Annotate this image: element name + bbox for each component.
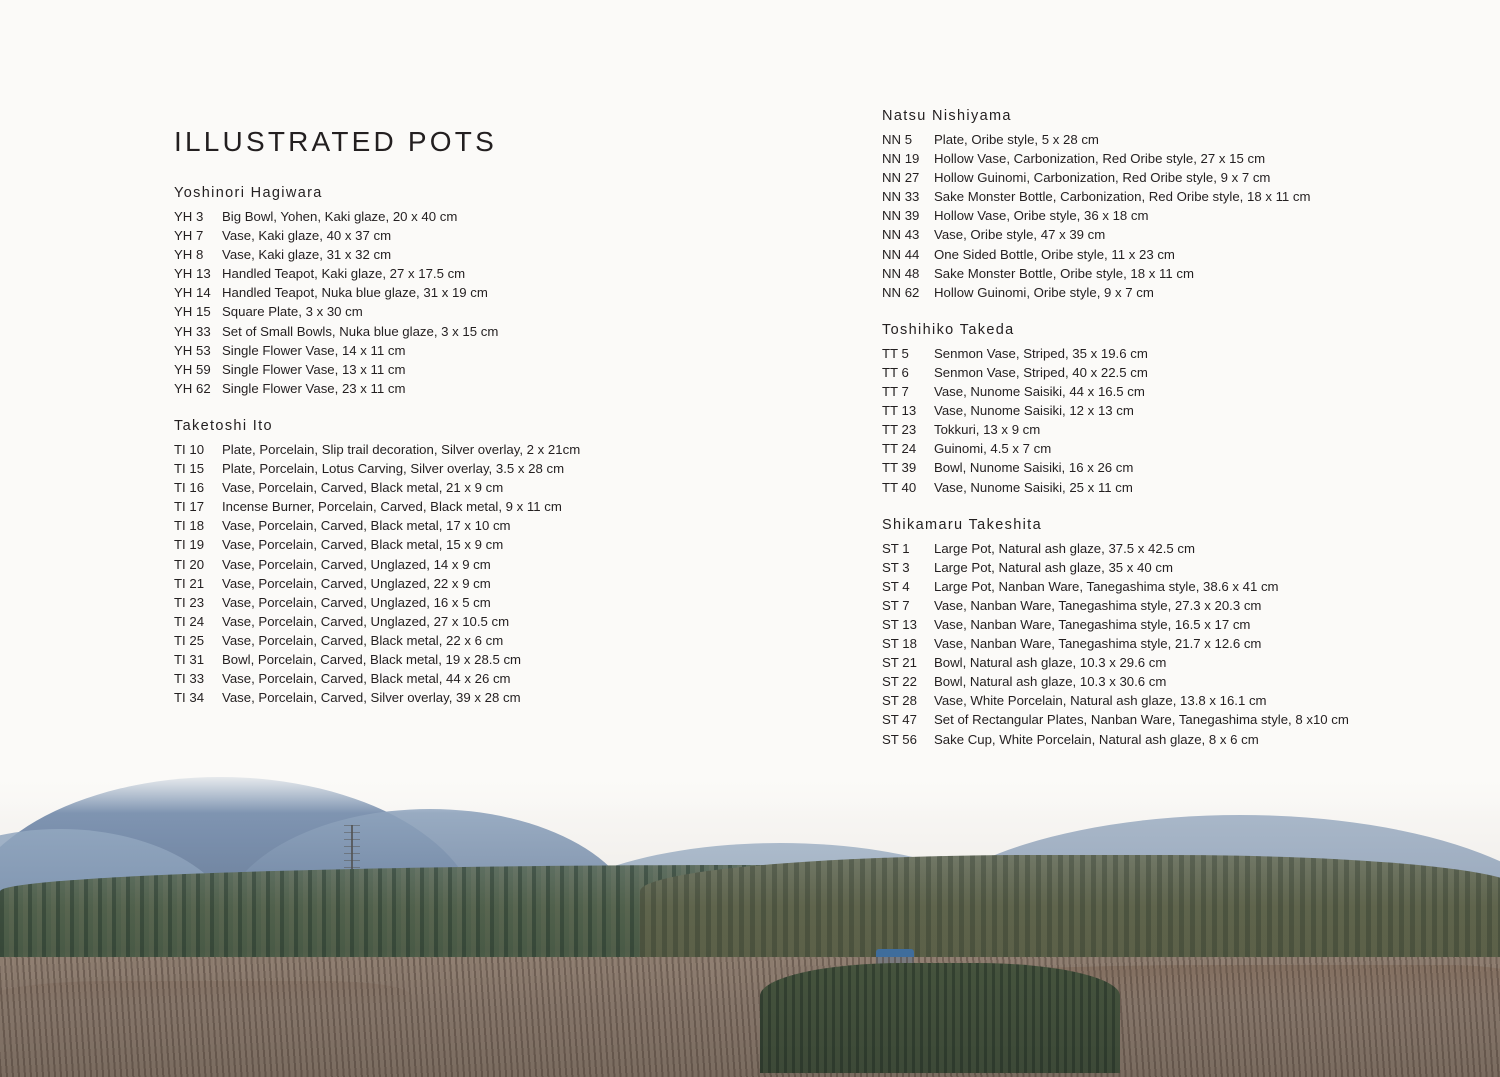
- pot-code: ST 4: [882, 578, 910, 594]
- pot-entry: [174, 593, 814, 612]
- pot-entry: [882, 363, 1482, 382]
- pot-entry: [882, 130, 1482, 149]
- pot-code: YH 59: [174, 361, 211, 377]
- pot-entry: [174, 322, 814, 341]
- pot-code: NN 44: [882, 246, 920, 262]
- pot-entry: [882, 458, 1482, 477]
- pot-code: YH 62: [174, 380, 211, 396]
- artist-group: [174, 185, 814, 398]
- pot-code: TT 6: [882, 364, 909, 380]
- pot-entry: [174, 631, 814, 650]
- pot-code: NN 33: [882, 189, 920, 205]
- pot-code: NN 39: [882, 208, 920, 224]
- pot-code: TI 21: [174, 575, 205, 591]
- pot-description: Vase, Porcelain, Carved, Black metal, 21 x 9 cm: [222, 480, 504, 496]
- pot-entry: [174, 245, 814, 264]
- pot-code: TI 17: [174, 499, 205, 515]
- pot-code: ST 3: [882, 559, 910, 575]
- pot-entry: [174, 302, 814, 321]
- pot-description: Hollow Guinomi, Carbonization, Red Oribe style, 9 x 7 cm: [934, 170, 1271, 186]
- pot-code: TI 33: [174, 671, 205, 687]
- pot-entry: [174, 226, 814, 245]
- pot-code: TI 19: [174, 537, 205, 553]
- pot-description: Vase, Porcelain, Carved, Black metal, 17 x 10 cm: [222, 518, 511, 534]
- pot-entry: [882, 187, 1482, 206]
- pot-entry: [882, 149, 1482, 168]
- pot-description: Hollow Vase, Oribe style, 36 x 18 cm: [934, 208, 1149, 224]
- pot-code: ST 7: [882, 597, 910, 613]
- artist-group: [882, 322, 1482, 497]
- artist-name: Taketoshi Ito: [174, 417, 273, 434]
- artist-name: Yoshinori Hagiwara: [174, 185, 323, 201]
- pot-entry: [174, 207, 814, 226]
- pot-entry: [882, 206, 1482, 225]
- pot-entry: [882, 420, 1482, 439]
- pot-code: ST 13: [882, 616, 917, 632]
- pot-description: Plate, Porcelain, Lotus Carving, Silver overlay, 3.5 x 28 cm: [222, 461, 565, 477]
- pot-description: Vase, Porcelain, Carved, Unglazed, 16 x 5 cm: [222, 594, 491, 610]
- pot-entry: [882, 577, 1482, 596]
- pot-code: ST 56: [882, 731, 917, 747]
- left-column: [174, 185, 814, 727]
- pot-code: YH 13: [174, 266, 211, 282]
- pot-entry: [882, 558, 1482, 577]
- pot-description: Vase, Porcelain, Carved, Black metal, 22 x 6 cm: [222, 632, 504, 648]
- pot-description: Large Pot, Natural ash glaze, 35 x 40 cm: [934, 559, 1173, 575]
- pot-description: Single Flower Vase, 13 x 11 cm: [222, 361, 406, 377]
- pot-code: ST 28: [882, 693, 917, 709]
- pot-code: TI 20: [174, 556, 205, 572]
- pot-code: NN 62: [882, 284, 920, 300]
- pot-code: TI 34: [174, 690, 205, 706]
- artist-name: Toshihiko Takeda: [882, 321, 1015, 338]
- pot-code: TI 24: [174, 613, 205, 629]
- pot-description: Big Bowl, Yohen, Kaki glaze, 20 x 40 cm: [222, 209, 458, 224]
- pot-code: ST 21: [882, 655, 917, 671]
- pot-code: NN 43: [882, 227, 920, 243]
- pot-code: NN 48: [882, 265, 920, 281]
- pot-code: ST 22: [882, 674, 917, 690]
- pot-code: TT 24: [882, 441, 917, 457]
- pot-code: TT 7: [882, 384, 909, 400]
- pot-description: Bowl, Natural ash glaze, 10.3 x 29.6 cm: [934, 655, 1167, 671]
- pot-code: TI 31: [174, 651, 205, 667]
- pot-description: Single Flower Vase, 23 x 11 cm: [222, 380, 406, 396]
- pot-entry: [882, 225, 1482, 244]
- pot-description: Bowl, Nunome Saisiki, 16 x 26 cm: [934, 460, 1134, 476]
- pot-entry: [882, 672, 1482, 691]
- pot-entry: [174, 555, 814, 574]
- pot-description: Vase, Porcelain, Carved, Unglazed, 22 x 9 cm: [222, 575, 491, 591]
- pot-description: Plate, Oribe style, 5 x 28 cm: [934, 132, 1099, 147]
- pot-entry: [882, 264, 1482, 283]
- pot-entry: [882, 634, 1482, 653]
- pot-code: TT 40: [882, 479, 917, 495]
- artist-name: Shikamaru Takeshita: [882, 516, 1042, 533]
- pot-code: TI 25: [174, 632, 205, 648]
- pot-entry: [174, 440, 814, 459]
- pot-description: Sake Cup, White Porcelain, Natural ash glaze, 8 x 6 cm: [934, 731, 1259, 747]
- pot-code: TI 10: [174, 441, 205, 457]
- pot-entry: [174, 283, 814, 302]
- pot-code: ST 1: [882, 540, 910, 556]
- pot-code: ST 47: [882, 712, 917, 728]
- pot-description: Guinomi, 4.5 x 7 cm: [934, 441, 1052, 457]
- pot-entry: [882, 478, 1482, 497]
- pot-entry: [882, 439, 1482, 458]
- pot-description: Square Plate, 3 x 30 cm: [222, 304, 363, 320]
- pot-description: Incense Burner, Porcelain, Carved, Black metal, 9 x 11 cm: [222, 499, 562, 515]
- pot-entry: [174, 341, 814, 360]
- pot-code: NN 27: [882, 170, 920, 186]
- pot-entry: [882, 653, 1482, 672]
- pot-code: TT 39: [882, 460, 917, 476]
- pot-entry: [174, 535, 814, 554]
- pot-code: YH 14: [174, 285, 211, 301]
- pot-code: TI 15: [174, 461, 205, 477]
- pot-description: Handled Teapot, Nuka blue glaze, 31 x 19 cm: [222, 285, 488, 301]
- pot-description: Vase, Nanban Ware, Tanegashima style, 21.7 x 12.6 cm: [934, 636, 1262, 652]
- pot-description: Vase, Nunome Saisiki, 25 x 11 cm: [934, 479, 1133, 495]
- pot-description: Hollow Vase, Carbonization, Red Oribe style, 27 x 15 cm: [934, 151, 1266, 167]
- pot-code: TI 18: [174, 518, 205, 534]
- pot-entry: [174, 478, 814, 497]
- pot-description: Large Pot, Natural ash glaze, 37.5 x 42.5 cm: [934, 540, 1195, 556]
- pot-description: One Sided Bottle, Oribe style, 11 x 23 cm: [934, 246, 1175, 262]
- pot-entry: [174, 516, 814, 535]
- pot-entry: [882, 615, 1482, 634]
- pot-description: Vase, Nanban Ware, Tanegashima style, 27.3 x 20.3 cm: [934, 597, 1262, 613]
- pot-entry: [174, 360, 814, 379]
- pot-entry: [882, 344, 1482, 363]
- pot-code: TI 16: [174, 480, 205, 496]
- pot-code: ST 18: [882, 636, 917, 652]
- pot-entry: [882, 382, 1482, 401]
- landscape-photograph: [0, 769, 1500, 1077]
- pot-description: Single Flower Vase, 14 x 11 cm: [222, 342, 406, 358]
- pot-description: Large Pot, Nanban Ware, Tanegashima style, 38.6 x 41 cm: [934, 578, 1279, 594]
- pot-description: Sake Monster Bottle, Oribe style, 18 x 11 cm: [934, 265, 1194, 281]
- pot-code: YH 53: [174, 342, 211, 358]
- pot-code: TT 23: [882, 422, 917, 438]
- pot-description: Vase, Porcelain, Carved, Black metal, 44 x 26 cm: [222, 671, 511, 687]
- pot-description: Vase, Porcelain, Carved, Unglazed, 27 x 10.5 cm: [222, 613, 510, 629]
- pot-entry: [174, 650, 814, 669]
- page-title: ILLUSTRATED POTS: [174, 125, 497, 157]
- pot-entry: [174, 669, 814, 688]
- pot-code: NN 5: [882, 132, 913, 147]
- pot-description: Senmon Vase, Striped, 35 x 19.6 cm: [934, 345, 1148, 361]
- pot-code: TI 23: [174, 594, 205, 610]
- pot-description: Vase, White Porcelain, Natural ash glaze, 13.8 x 16.1 cm: [934, 693, 1267, 709]
- pot-entry: [882, 730, 1482, 749]
- pot-code: TT 13: [882, 403, 917, 419]
- pot-description: Bowl, Natural ash glaze, 10.3 x 30.6 cm: [934, 674, 1167, 690]
- pot-description: Vase, Porcelain, Carved, Black metal, 15 x 9 cm: [222, 537, 504, 553]
- pot-code: YH 15: [174, 304, 211, 320]
- pot-entry: [882, 596, 1482, 615]
- right-column: [882, 108, 1482, 769]
- pot-description: Vase, Nanban Ware, Tanegashima style, 16.5 x 17 cm: [934, 616, 1251, 632]
- pot-entry: [882, 710, 1482, 729]
- pot-entry: [882, 691, 1482, 710]
- pot-entry: [174, 497, 814, 516]
- pot-description: Set of Rectangular Plates, Nanban Ware, Tanegashima style, 8 x10 cm: [934, 712, 1349, 728]
- pot-code: YH 8: [174, 247, 204, 263]
- pot-entry: [174, 688, 814, 707]
- pot-description: Vase, Nunome Saisiki, 44 x 16.5 cm: [934, 384, 1145, 400]
- pot-entry: [174, 264, 814, 283]
- pot-description: Senmon Vase, Striped, 40 x 22.5 cm: [934, 364, 1148, 380]
- pot-description: Handled Teapot, Kaki glaze, 27 x 17.5 cm: [222, 266, 466, 282]
- pot-description: Vase, Porcelain, Carved, Unglazed, 14 x 9 cm: [222, 556, 491, 572]
- pot-code: YH 7: [174, 228, 204, 244]
- pot-code: NN 19: [882, 151, 920, 167]
- pot-entry: [174, 574, 814, 593]
- pot-description: Vase, Kaki glaze, 31 x 32 cm: [222, 247, 392, 263]
- artist-name: Natsu Nishiyama: [882, 108, 1012, 124]
- pot-entry: [882, 168, 1482, 187]
- artist-group: [882, 108, 1482, 302]
- pot-entry: [174, 612, 814, 631]
- pot-description: Hollow Guinomi, Oribe style, 9 x 7 cm: [934, 284, 1154, 300]
- pot-code: YH 3: [174, 209, 204, 224]
- pot-description: Vase, Nunome Saisiki, 12 x 13 cm: [934, 403, 1134, 419]
- pot-description: Plate, Porcelain, Slip trail decoration, Silver overlay, 2 x 21cm: [222, 441, 581, 457]
- pot-entry: [174, 459, 814, 478]
- pot-entry: [882, 245, 1482, 264]
- pot-description: Vase, Oribe style, 47 x 39 cm: [934, 227, 1106, 243]
- pot-entry: [882, 401, 1482, 420]
- pot-entry: [174, 379, 814, 398]
- pot-code: YH 33: [174, 323, 211, 339]
- pot-entry: [882, 283, 1482, 302]
- pot-code: TT 5: [882, 345, 909, 361]
- pot-description: Tokkuri, 13 x 9 cm: [934, 422, 1041, 438]
- pot-description: Vase, Porcelain, Carved, Silver overlay, 39 x 28 cm: [222, 690, 521, 706]
- artist-group: [882, 517, 1482, 749]
- pot-description: Sake Monster Bottle, Carbonization, Red Oribe style, 18 x 11 cm: [934, 189, 1311, 205]
- pot-entry: [882, 539, 1482, 558]
- pot-description: Bowl, Porcelain, Carved, Black metal, 19 x 28.5 cm: [222, 651, 522, 667]
- foreground-scrub: [0, 957, 1500, 1077]
- pot-description: Vase, Kaki glaze, 40 x 37 cm: [222, 228, 392, 244]
- pot-description: Set of Small Bowls, Nuka blue glaze, 3 x 15 cm: [222, 323, 499, 339]
- artist-group: [174, 418, 814, 707]
- foreground-hedge: [760, 963, 1120, 1073]
